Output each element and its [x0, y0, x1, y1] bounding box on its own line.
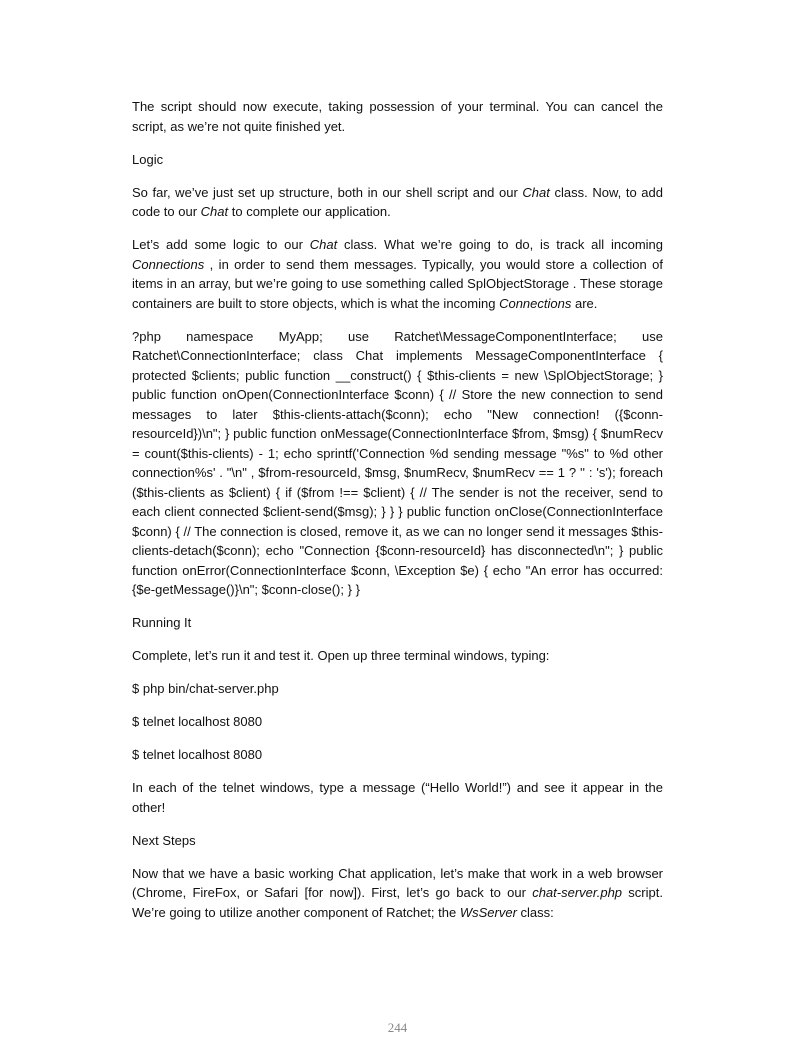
php-code-block: ?php namespace MyApp; use Ratchet\MessageComponentInterface; use Ratchet\ConnectionInterface; class Chat implements MessageComponentInterface { protected $clients; public function __construct() { $this-clients = new \SplObjectStorage; } public function onOpen(ConnectionInterface $conn) { // Store the new connection to send messages to later $this-clients-attach($conn); echo "New connection! ({$conn-resourceId})\n"; } public function onMessage(ConnectionInterface $from, $msg) { $numRecv = count($this-clients) - 1; echo sprintf('Connection %d sending message "%s" to %d other connection%s' . "\n" , $from-resourceId, $msg, $numRecv, $numRecv == 1 ? '' : 's'); foreach ($this-clients as $client) { if ($from !== $client) { // The sender is not the receiver, send to each client connected $client-send($msg); } } } public function onClose(ConnectionInterface $conn) { // The connection is closed, remove it, as we can no longer send it messages $this-clients-detach($conn); echo "Connection {$conn-resourceId} has disconnected\n"; } public function onError(ConnectionInterface $conn, \Exception $e) { echo "An error has occurred: {$e-getMessage()}\n"; $conn-close(); } }	[132, 328, 663, 597]
section-heading-logic: Logic	[132, 151, 164, 167]
command-server: $ php bin/chat-server.php	[132, 681, 279, 696]
text-run: Let’s add some logic to our	[132, 237, 310, 252]
text-run: are.	[571, 295, 598, 311]
text-run: class:	[516, 904, 554, 920]
telnet-paragraph: In each of the telnet windows, type a message (“Hello World!”) and see it appear in the other!	[132, 780, 663, 815]
page-number: 244	[387, 1020, 408, 1035]
emphasis-chat: Chat	[522, 184, 550, 200]
text-run: class. What we’re going to do, is track all incoming	[337, 237, 663, 252]
page-content	[132, 97, 663, 936]
emphasis-connections: Connections	[499, 295, 572, 311]
emphasis-chat: Chat	[200, 204, 229, 219]
text-run: Now that we have a basic working Chat application, let’s make that work in a web browser (Chrome, FireFox, or Safari [for now]). First, let’s go back to our	[132, 865, 663, 900]
emphasis-class: WsServer	[459, 904, 517, 920]
emphasis-connections: Connections	[132, 256, 205, 272]
section-heading-next-steps: Next Steps	[132, 832, 196, 848]
emphasis-chat: Chat	[309, 237, 338, 252]
structure-paragraph	[132, 183, 663, 222]
run-instructions-paragraph: Complete, let’s run it and test it. Open up three terminal windows, typing:	[132, 648, 550, 663]
text-run: script. We’re going to utilize another component of Ratchet; the	[132, 885, 663, 920]
section-heading-running: Running It	[132, 615, 192, 630]
next-steps-paragraph	[132, 864, 663, 923]
text-run: to complete our application.	[228, 204, 391, 219]
logic-paragraph	[132, 235, 663, 313]
command-telnet-1: $ telnet localhost 8080	[132, 714, 263, 729]
text-run: , in order to send them messages. Typically, you would store a collection of items in an array, but we’re going to use something called SplObjectStorage . These storage containers are built to store objects, which is what the incoming	[132, 256, 663, 311]
text-run: class. Now, to add code to our	[132, 184, 663, 219]
emphasis-filename: chat-server.php	[532, 885, 623, 900]
intro-paragraph: The script should now execute, taking possession of your terminal. You can cancel the script, as we’re not quite finished yet.	[132, 99, 663, 134]
command-telnet-2: $ telnet localhost 8080	[132, 747, 263, 762]
text-run: So far, we’ve just set up structure, both in our shell script and our	[132, 184, 523, 200]
